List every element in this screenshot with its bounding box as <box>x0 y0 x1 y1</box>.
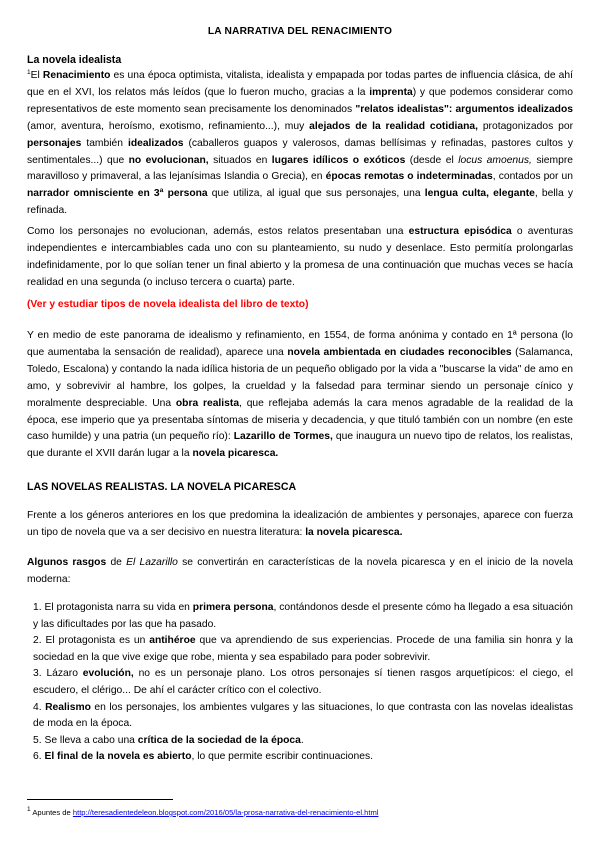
bold-run: épocas remotas o indeterminadas <box>325 171 493 183</box>
bold-run: alejados de la realidad cotidiana, <box>309 120 478 132</box>
text-run: ) y que podemos considerar como representativos de este momento sean precisamente los denominados <box>27 86 573 115</box>
text-run: situados en <box>208 154 272 166</box>
text-run: , contándonos desde el presente cómo ha llegado a esa situación y las dificultades por las que ha pasado. <box>33 602 573 630</box>
bold-run: crítica de la sociedad de la época <box>137 734 301 746</box>
paragraph-lazarillo <box>27 328 573 463</box>
text-run: o aventuras independientes e intercambiables cada uno con su planteamiento, su nudo y desenlace. Esto permitía prolongarlas indefinidamente, por lo que solían tener un final abierto y la promesa de una continuación que muchas veces se hacía realidad en una segunda (o incluso tercera o cuarta) parte. <box>27 226 573 288</box>
bold-run: estructura episódica <box>408 226 512 237</box>
bold-run: idealizados <box>127 137 184 149</box>
bold-run: personajes <box>27 137 82 149</box>
bold-run: Lazarillo de Tormes, <box>233 431 333 443</box>
text-run: de <box>106 557 127 568</box>
italic-run: El Lazarillo <box>126 557 178 568</box>
bold-run: El final de la novela es abierto <box>44 751 192 763</box>
bold-run: novela picaresca. <box>192 448 279 460</box>
italic-run: locus amoenus, <box>458 154 532 166</box>
list-item <box>33 700 573 733</box>
text-run: 1. El protagonista narra su vida en <box>33 602 193 613</box>
bold-run: Renacimiento <box>42 70 111 81</box>
list-item <box>33 733 573 750</box>
bold-run: novela ambientada en ciudades reconocibles <box>287 346 512 358</box>
text-run: , contados por un <box>492 171 573 183</box>
text-run: Frente a los géneros anteriores en los que predomina la idealización de ambientes y personajes, aparece con fuerza un tipo de novela que va a ser decisivo en nuestra literatura: <box>27 510 573 538</box>
text-run: Como los personajes no evolucionan, además, estos relatos presentaban una <box>27 226 409 237</box>
section-heading-idealista: La novela idealista <box>27 54 122 66</box>
text-run: El <box>30 70 43 81</box>
text-run: es una época optimista, vitalista, idealista y empapada por todas partes de influencia clásica, de ahí que en el XVI, los relatos más leídos (que lo fueron mucho, gracias a la <box>27 70 573 98</box>
paragraph-estructura-episodica <box>27 224 573 292</box>
bold-run: obra realista <box>175 397 240 409</box>
text-run: que utiliza, al igual que sus personajes, una <box>207 188 425 200</box>
text-run: . <box>300 734 304 746</box>
bold-run: antihéroe <box>149 635 196 647</box>
bold-run: no evolucionan, <box>128 154 209 166</box>
text-run: (Salamanca, Toledo, Escalona) y contando la nada idílica historia de un pequeño obligado por la vida a "buscarse la vida" de amo en amo, y sobrevivir al hambre, los golpes, la crueldad y la falsedad para terminar siendo un personaje cínico y moralmente despreciable. Una <box>27 346 573 409</box>
paragraph-picaresca-intro <box>27 508 573 542</box>
rasgos-list <box>33 600 573 766</box>
text-run: se convertirán en características de la novela picaresca y en el inicio de la novela moderna: <box>27 557 573 585</box>
text-run: que inaugura un nuevo tipo de relatos, los realistas, que durante el XVII darán lugar a la <box>27 431 573 460</box>
text-run: 2. El protagonista es un <box>33 635 150 647</box>
text-run: (caballeros guapos y valerosos, damas bellísimas y refinadas, pastores cultos y sentimentales...) que <box>27 137 573 166</box>
text-run: , bella y refinada. <box>27 188 573 217</box>
bold-run: Algunos rasgos <box>27 557 107 568</box>
text-run: también <box>81 137 128 149</box>
text-run: , lo que permite escribir continuaciones. <box>191 751 373 763</box>
text-run: que va aprendiendo de sus experiencias. Procede de una familia sin honra y la sociedad en la que vive exige que robe, mienta y sea espabilado para poder sobrevivir. <box>33 635 573 663</box>
text-run: siempre maravilloso y primaveral, a las lejanísimas Islandia o Grecia), en <box>27 154 573 183</box>
list-item <box>33 666 573 699</box>
text-run: no es un personaje plano. Los otros personajes sí tienen rasgos arquetípicos: el ciego, el escudero, el clérigo... De ahí el carácter crítico con el colectivo. <box>33 668 573 696</box>
footnote-link[interactable]: http://teresadientedeleon.blogspot.com/2016/05/la-prosa-narrativa-del-renacimiento-el.html <box>72 808 379 817</box>
bold-run: primera persona <box>192 602 274 613</box>
section-heading-picaresca: LAS NOVELAS REALISTAS. LA NOVELA PICARESCA <box>27 481 297 493</box>
list-item <box>33 633 573 666</box>
bold-run: evolución, <box>82 668 134 680</box>
list-item <box>33 600 573 633</box>
text-run: (desde el <box>405 154 459 166</box>
text-run: 6. <box>33 751 45 763</box>
list-item <box>33 749 573 766</box>
footnote-ref: 1 <box>27 69 31 76</box>
footnote-label: Apuntes de <box>32 808 73 817</box>
bold-run: lugares idílicos o exóticos <box>271 154 406 166</box>
page-title: LA NARRATIVA DEL RENACIMIENTO <box>207 26 393 37</box>
bold-run: Realismo <box>45 701 91 713</box>
text-run: (amor, aventura, heroísmo, exotismo, refinamiento...), muy <box>27 120 310 132</box>
study-note: (Ver y estudiar tipos de novela idealista del libro de texto) <box>27 299 309 310</box>
text-run: en los personajes, los ambientes vulgares y las situaciones, lo que contrasta con las novelas idealistas de moda en la época. <box>33 701 573 730</box>
bold-run: narrador omnisciente en 3ª persona <box>27 188 208 200</box>
paragraph-idealista-intro <box>27 68 573 220</box>
bold-run: lengua culta, elegante <box>424 188 535 200</box>
footnote-mark: 1 <box>27 806 31 813</box>
footnote <box>27 808 378 817</box>
bold-run: la novela picaresca. <box>305 526 403 538</box>
paragraph-rasgos <box>27 555 573 589</box>
text-run: protagonizados por <box>477 120 573 132</box>
text-run: Y en medio de este panorama de idealismo y refinamiento, en 1554, de forma anónima y contado en 1ª persona (lo que aumentaba la sensación de realidad), aparece una <box>27 330 573 358</box>
bold-run: imprenta <box>369 86 413 98</box>
footnote-separator <box>27 799 173 800</box>
bold-run: "relatos idealistas": argumentos idealizados <box>355 103 573 115</box>
text-run: 5. Se lleva a cabo una <box>33 734 138 746</box>
text-run: 4. <box>33 701 46 713</box>
text-run: 3. Lázaro <box>33 668 83 680</box>
text-run: , que reflejaba además la cara menos agradable de la realidad de la época, ese imperio que ya presentaba síntomas de miseria y decadencia, y que tituló también con un nombre (en este caso humilde) y una patria (un pequeño río): <box>27 397 573 443</box>
